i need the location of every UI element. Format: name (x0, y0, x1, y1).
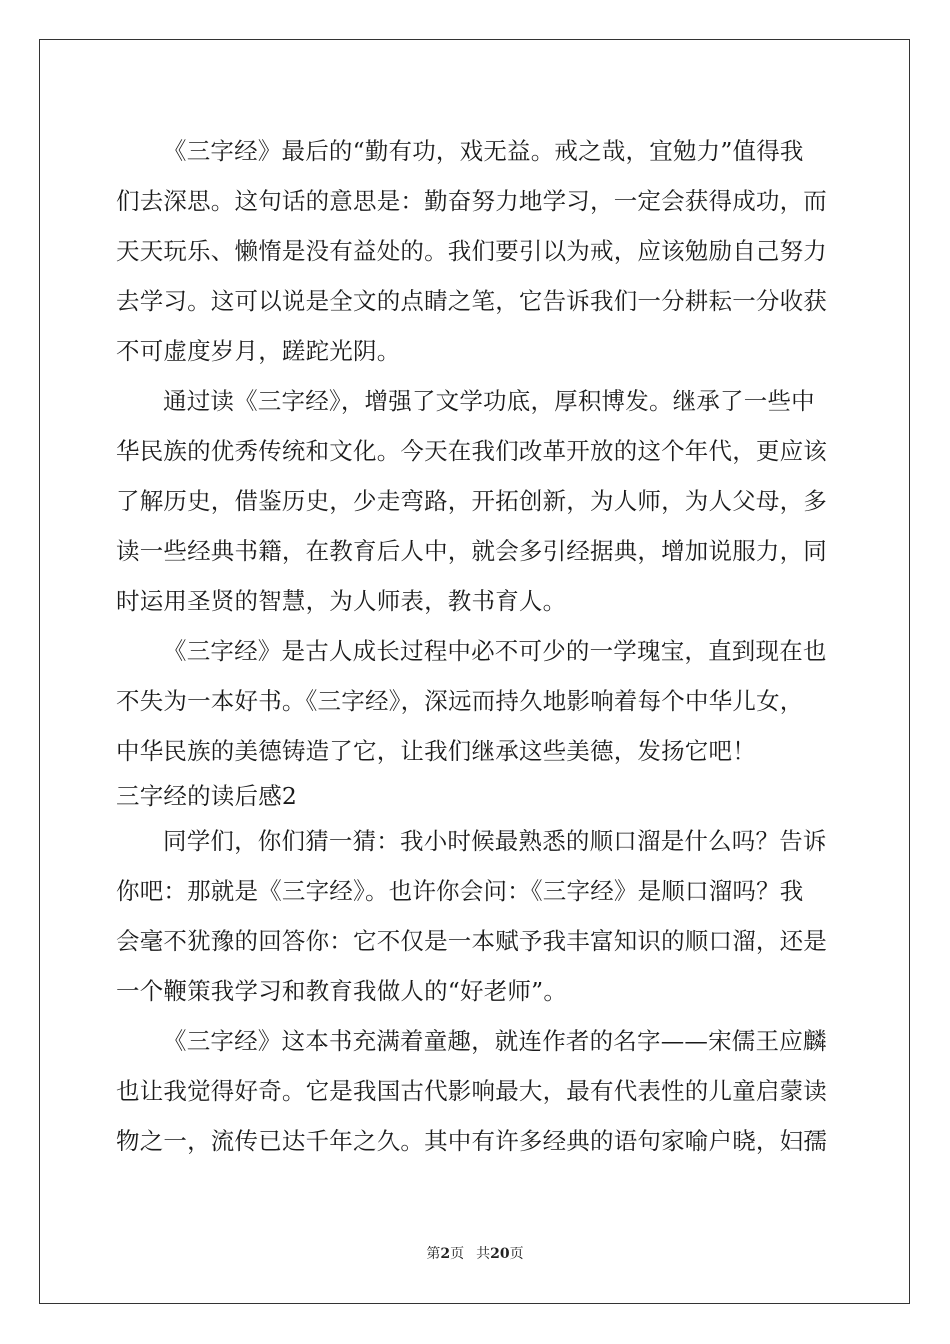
paragraph (116, 816, 832, 1016)
paragraph (116, 1016, 832, 1166)
page-number: 2 (440, 1246, 451, 1262)
total-prefix: 共 (476, 1246, 491, 1262)
paragraph (116, 376, 832, 626)
text-line: 物之一，流传已达千年之久。其中有许多经典的语句家喻户晓，妇孺 (116, 1127, 827, 1155)
paragraph (116, 126, 832, 376)
page-footer (0, 1243, 950, 1263)
text-line: 们去深思。这句话的意思是：勤奋努力地学习，一定会获得成功，而 (116, 187, 827, 215)
text-line: 同学们，你们猜一猜：我小时候最熟悉的顺口溜是什么吗？告诉 (163, 827, 827, 855)
section-title: 三字经的读后感2 (116, 782, 298, 810)
page-prefix: 第 (426, 1246, 441, 1262)
paragraph (116, 626, 832, 776)
text-line: 不失为一本好书。《三字经》，深远而持久地影响着每个中华儿女， (116, 687, 804, 715)
text-line: 读一些经典书籍，在教育后人中，就会多引经据典，增加说服力，同 (116, 537, 827, 565)
text-line: 天天玩乐、懒惰是没有益处的。我们要引以为戒，应该勉励自己努力 (116, 237, 827, 265)
text-line: 不可虚度岁月，蹉跎光阴。 (116, 337, 401, 365)
text-line: 《三字经》这本书充满着童趣，就连作者的名字——宋儒王应麟 (163, 1027, 827, 1055)
page-suffix: 页 (450, 1246, 465, 1262)
text-line: 《三字经》最后的“勤有功，戏无益。戒之哉，宜勉力”值得我 (163, 137, 804, 165)
text-line: 通过读《三字经》，增强了文学功底，厚积博发。继承了一些中 (163, 387, 815, 415)
total-pages: 20 (490, 1246, 510, 1262)
text-line: 了解历史，借鉴历史，少走弯路，开拓创新，为人师，为人父母，多 (116, 487, 827, 515)
text-line: 一个鞭策我学习和教育我做人的“好老师”。 (116, 977, 568, 1005)
text-line: 时运用圣贤的智慧，为人师表，教书育人。 (116, 587, 567, 615)
total-suffix: 页 (509, 1246, 524, 1262)
document-body (116, 126, 832, 1166)
text-line: 你吧：那就是《三字经》。也许你会问：《三字经》是顺口溜吗？我 (116, 877, 804, 905)
text-line: 中华民族的美德铸造了它，让我们继承这些美德，发扬它吧！ (116, 737, 756, 765)
text-line: 会毫不犹豫的回答你：它不仅是一本赋予我丰富知识的顺口溜，还是 (116, 927, 827, 955)
text-line: 去学习。这可以说是全文的点睛之笔，它告诉我们一分耕耘一分收获 (116, 287, 827, 315)
text-line: 华民族的优秀传统和文化。今天在我们改革开放的这个年代，更应该 (116, 437, 827, 465)
text-line: 《三字经》是古人成长过程中必不可少的一学瑰宝，直到现在也 (163, 637, 827, 665)
text-line: 也让我觉得好奇。它是我国古代影响最大，最有代表性的儿童启蒙读 (116, 1077, 827, 1105)
